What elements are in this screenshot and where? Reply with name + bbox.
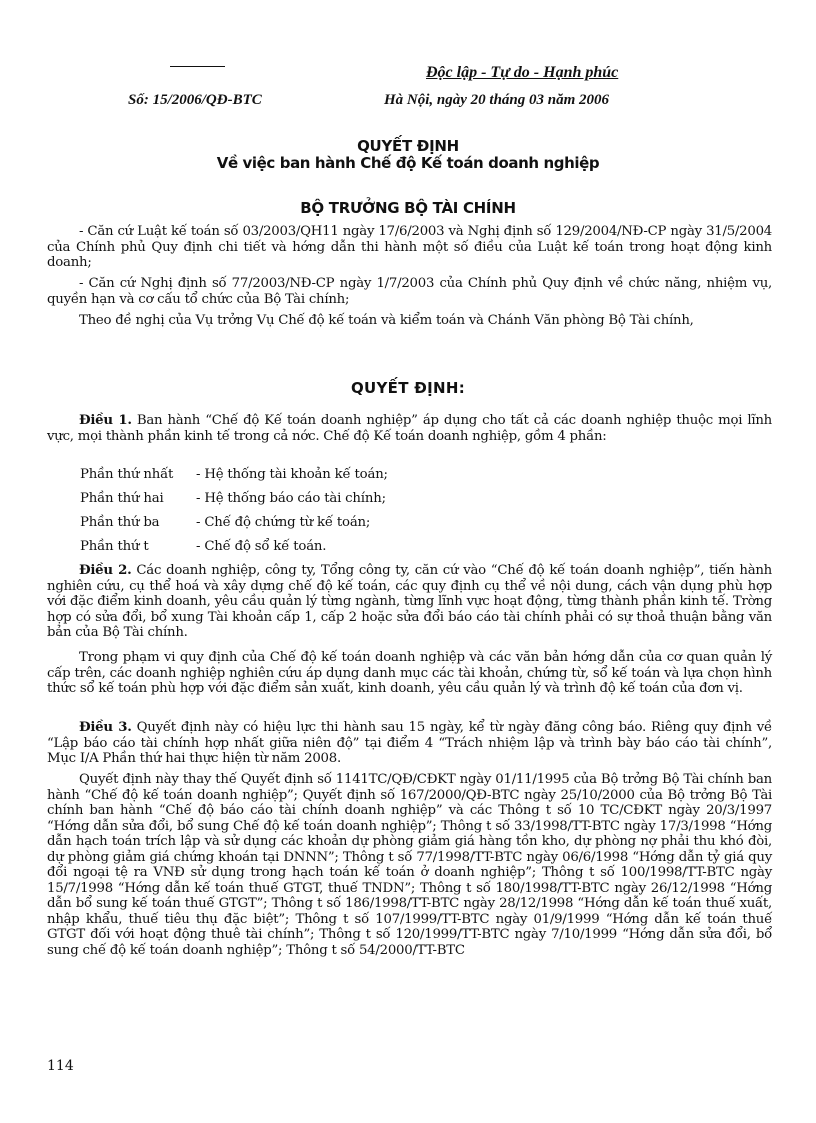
part-item <box>80 515 370 530</box>
part-item <box>80 539 326 554</box>
article-3 <box>47 720 772 767</box>
part-desc: - Hệ thống báo cáo tài chính; <box>196 491 386 506</box>
part-desc: - Chế độ chứng từ kế toán; <box>196 515 371 530</box>
article-3-text: Quyết định này có hiệu lực thi hành sau 15 ngày, kể từ ngày đăng công báo. Riêng quy định về “Lập báo cáo tài chính hợp nhất giữa niên độ” tại điểm 4 “Trách nhiệm lập và trình bày báo cáo tài chính”, Mục I/A Phần thứ hai thực hiện từ năm 2008. <box>47 720 772 766</box>
part-name: Phần thứ nhất <box>80 467 174 482</box>
part-item <box>80 467 388 482</box>
article-3-label: Điều 3. <box>79 720 132 735</box>
article-2-text: Các doanh nghiệp, công ty, Tổng công ty, căn cứ vào “Chế độ kế toán doanh nghiệp”, tiến hành nghiên cứu, cụ thể hoá và xây dựng chế độ kế toán, các quy định cụ thể về nội dung, cách vận dụng phù hợp với đặc điểm kinh doanh, yêu cầu quản lý từng ngành, từng lĩnh vực hoạt động, từng thành phần kinh tế. Trờng hợp có sửa đổi, bổ xung Tài khoản cấp 1, cấp 2 hoặc sửa đổi báo cáo tài chính phải có sự thoả thuận bằng văn bản của Bộ Tài chính. <box>47 563 772 640</box>
part-name: Phần thứ ba <box>80 515 160 530</box>
article-1 <box>47 413 772 444</box>
part-item <box>80 491 386 506</box>
part-name: Phần thứ t <box>80 539 149 554</box>
article-1-label: Điều 1. <box>79 413 132 428</box>
header-divider <box>170 66 225 67</box>
article-2-label: Điều 2. <box>79 563 132 578</box>
article-2-paragraph-2: Trong phạm vi quy định của Chế độ kế toán doanh nghiệp và các văn bản hớng dẫn của cơ quan quản lý cấp trên, các doanh nghiệp nghiên cứu áp dụng danh mục các tài khoản, chứng từ, sổ kế toán và lựa chọn hình thức sổ kế toán phù hợp với đặc điểm sản xuất, kinh doanh, yêu cầu quản lý và trình độ kế toán của đơn vị. <box>47 650 772 696</box>
preamble-decree-basis: - Căn cứ Nghị định số 77/2003/NĐ-CP ngày 1/7/2003 của Chính phủ Quy định về chức năng, nhiệm vụ, quyền hạn và cơ cấu tổ chức của Bộ Tài chính; <box>47 276 772 307</box>
decision-title: QUYẾT ĐỊNH <box>357 137 459 155</box>
document-number: Số: 15/2006/QĐ-BTC <box>128 92 262 108</box>
part-desc: - Hệ thống tài khoản kế toán; <box>196 467 388 482</box>
preamble-proposal: Theo đề nghị của Vụ trởng Vụ Chế độ kế toán và kiểm toán và Chánh Văn phòng Bộ Tài chính, <box>79 313 694 328</box>
page-number: 114 <box>47 1058 74 1074</box>
part-name: Phần thứ hai <box>80 491 164 506</box>
preamble-law-basis: - Căn cứ Luật kế toán số 03/2003/QH11 ngày 17/6/2003 và Nghị định số 129/2004/NĐ-CP ngày 31/5/2004 của Chính phủ Quy định chi tiết và hớng dẫn thi hành một số điều của Luật kế toán trong hoạt động kinh doanh; <box>47 224 772 270</box>
decision-subject: Về việc ban hành Chế độ Kế toán doanh nghiệp <box>216 154 600 172</box>
part-desc: - Chế độ sổ kế toán. <box>196 539 327 554</box>
decision-heading: QUYẾT ĐỊNH: <box>350 379 466 397</box>
article-2 <box>47 563 772 641</box>
article-1-text: Ban hành “Chế độ Kế toán doanh nghiệp” áp dụng cho tất cả các doanh nghiệp thuộc mọi lĩnh vực, mọi thành phần kinh tế trong cả nớc. Chế độ Kế toán doanh nghiệp, gồm 4 phần: <box>47 413 772 444</box>
issuing-authority: BỘ TRƯỞNG BỘ TÀI CHÍNH <box>300 199 516 217</box>
place-date: Hà Nội, ngày 20 tháng 03 năm 2006 <box>384 92 610 108</box>
national-motto: Độc lập - Tự do - Hạnh phúc <box>426 64 619 81</box>
article-3-paragraph-2: Quyết định này thay thế Quyết định số 1141TC/QĐ/CĐKT ngày 01/11/1995 của Bộ trởng Bộ Tài chính ban hành “Chế độ kế toán doanh nghiệp”; Quyết định số 167/2000/QĐ-BTC ngày 25/10/2000 của Bộ trởng Bộ Tài chính ban hành “Chế độ báo cáo tài chính doanh nghiệp” và các Thông t số 10 TC/CĐKT ngày 20/3/1997 “Hớng dẫn sửa đổi, bổ sung Chế độ kế toán doanh nghiệp”; Thông t số 33/1998/TT-BTC ngày 17/3/1998 “Hớng dẫn hạch toán trích lập và sử dụng các khoản dự phòng giảm giá hàng tồn kho, dự phòng nợ phải thu khó đòi, dự phòng giảm giá chứng khoán tại DNNN”; Thông t số 77/1998/TT-BTC ngày 06/6/1998 “Hớng dẫn tỷ giá quy đổi ngoại tệ ra VNĐ sử dụng trong hạch toán kế toán ở doanh nghiệp”; Thông t số 100/1998/TT-BTC ngày 15/7/1998 “Hớng dẫn kế toán thuế GTGT, thuế TNDN”; Thông t số 180/1998/TT-BTC ngày 26/12/1998 “Hớng dẫn bổ sung kế toán thuế GTGT”; Thông t số 186/1998/TT-BTC ngày 28/12/1998 “Hớng dẫn kế toán thuế xuất, nhập khẩu, thuế tiêu thụ đặc biệt”; Thông t số 107/1999/TT-BTC ngày 01/9/1999 “Hớng dẫn kế toán thuế GTGT đối với hoạt động thuê tài chính”; Thông t số 120/1999/TT-BTC ngày 7/10/1999 “Hớng dẫn sửa đổi, bổ sung chế độ kế toán doanh nghiệp”; Thông t số 54/2000/TT-BTC <box>47 772 772 958</box>
